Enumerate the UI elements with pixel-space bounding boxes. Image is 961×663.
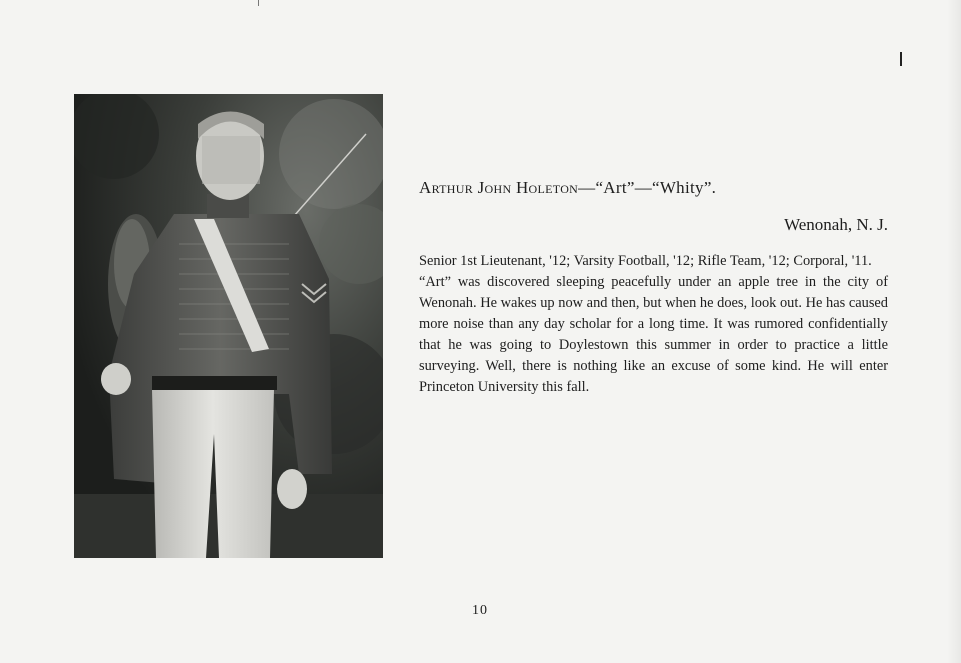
page-gutter-shadow bbox=[947, 0, 961, 663]
middle-name: John bbox=[477, 178, 512, 197]
last-name: Holeton bbox=[515, 178, 579, 197]
page-number: 10 bbox=[472, 603, 488, 618]
cadet-name-heading bbox=[419, 178, 889, 198]
scan-mark bbox=[900, 52, 902, 66]
biography-text: “Art” was discovered sleeping peacefully under an apple tree in the city of Wenonah. He wakes up now and then, but when he does, look out. He has caused more noise than any day scholar for a long time. It was rumored confidentially that he was going to Doylestown this summer in order to practice a little surveying. Well, there is nothing like an excuse of some kind. He will enter Princeton University this fall. bbox=[419, 274, 888, 395]
scan-mark bbox=[258, 0, 259, 6]
cadet-portrait-photo bbox=[74, 94, 383, 558]
activity-record: Senior 1st Lieutenant, '12; Varsity Football, '12; Rifle Team, '12; Corporal, '11. bbox=[419, 253, 872, 269]
nicknames: —“Art”—“Whity”. bbox=[578, 178, 717, 197]
hometown: Wenonah, N. J. bbox=[784, 215, 888, 234]
first-name: Arthur bbox=[419, 178, 474, 197]
biography-block bbox=[419, 251, 888, 398]
